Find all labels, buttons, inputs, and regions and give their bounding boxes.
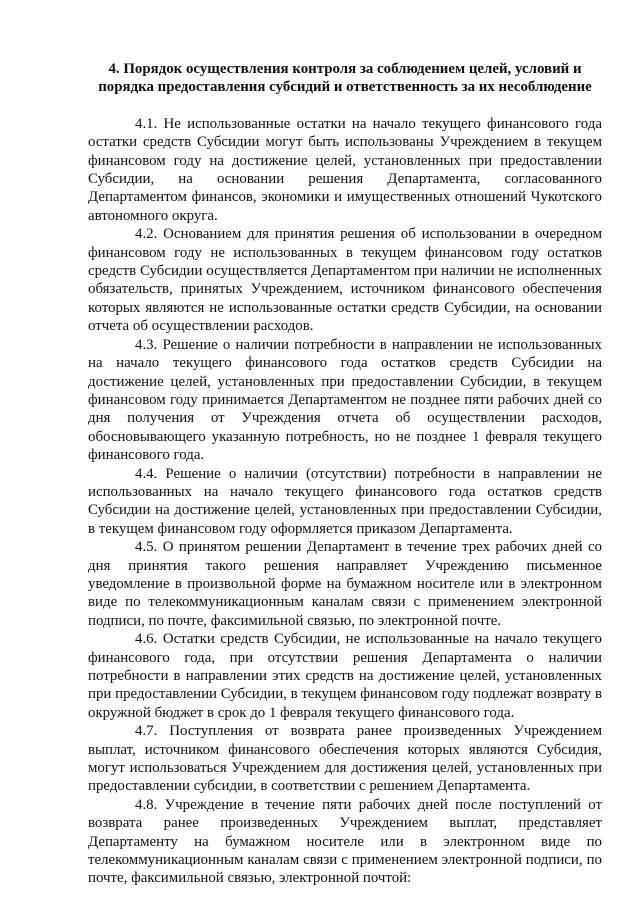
paragraph-4-6: 4.6. Остатки средств Субсидии, не использованные на начало текущего финансового года, при отсутствии решения Департамента о наличии потребности в направлении этих средств на достижение целей, установленных при предоставлении Субсидии, в текущем финансовом году подлежат возврату в окружной бюджет в срок до 1 февраля текущего финансового года.: [88, 631, 602, 721]
paragraph-4-5: 4.5. О принятом решении Департамент в течение трех рабочих дней со дня принятия такого решения направляет Учреждению письменное уведомление в произвольной форме на бумажном носителе или в электронном виде по телекоммуникационным каналам связи с применением электронной подписи, по почте, факсимильной связью, по электронной почте.: [88, 539, 602, 629]
paragraph-4-7: 4.7. Поступления от возврата ранее произведенных Учреждением выплат, источником финансового обеспечения которых являются Субсидия, могут использоваться Учреждением для достижения целей, установленных при предоставлении субсидии, в соответствии с решением Департамента.: [88, 723, 602, 795]
document-page: [88, 60, 602, 888]
paragraph-4-2: 4.2. Основанием для принятия решения об использовании в очередном финансовом году не использованных в текущем финансовом году остатков средств Субсидии осуществляется Департаментом при наличии не исполненных обязательств, принятых Учреждением, источником финансового обеспечения которых являются не использованные остатки средств Субсидии, на основании отчета об осуществлении расходов.: [88, 226, 602, 335]
paragraph-4-8: 4.8. Учреждение в течение пяти рабочих дней после поступлений от возврата ранее произведенных Учреждением выплат, представляет Департаменту на бумажном носителе или в электронном виде по телекоммуникационным каналам связи с применением электронной подписи, по почте, факсимильной связью, электронной почтой:: [88, 796, 602, 887]
paragraph-4-4: 4.4. Решение о наличии (отсутствии) потребности в направлении не использованных на начало текущего финансового года остатков средств Субсидии на достижение целей, установленных при предоставлении Субсидии, в текущем финансовом году оформляется приказом Департамента.: [88, 465, 602, 537]
section-heading: 4. Порядок осуществления контроля за соблюдением целей, условий и порядка предоставления субсидий и ответственность за их несоблюдение: [98, 61, 592, 96]
paragraph-4-3: 4.3. Решение о наличии потребности в направлении не использованных на начало текущего финансового года остатков средств Субсидии на достижение целей, установленных при предоставлении Субсидии, в текущем финансовом году принимается Департаментом не позднее пяти рабочих дней со дня получения от Учреждения отчета об осуществлении расходов, обосновывающего указанную потребность, но не позднее 1 февраля текущего финансового года.: [88, 336, 602, 464]
paragraph-4-1: 4.1. Не использованные остатки на начало текущего финансового года остатки средств Субсидии могут быть использованы Учреждением в текущем финансовом году на достижение целей, установленных при предоставлении Субсидии, на основании решения Департамента, согласованного Департаментом финансов, экономики и имущественных отношений Чукотского автономного округа.: [88, 115, 602, 224]
